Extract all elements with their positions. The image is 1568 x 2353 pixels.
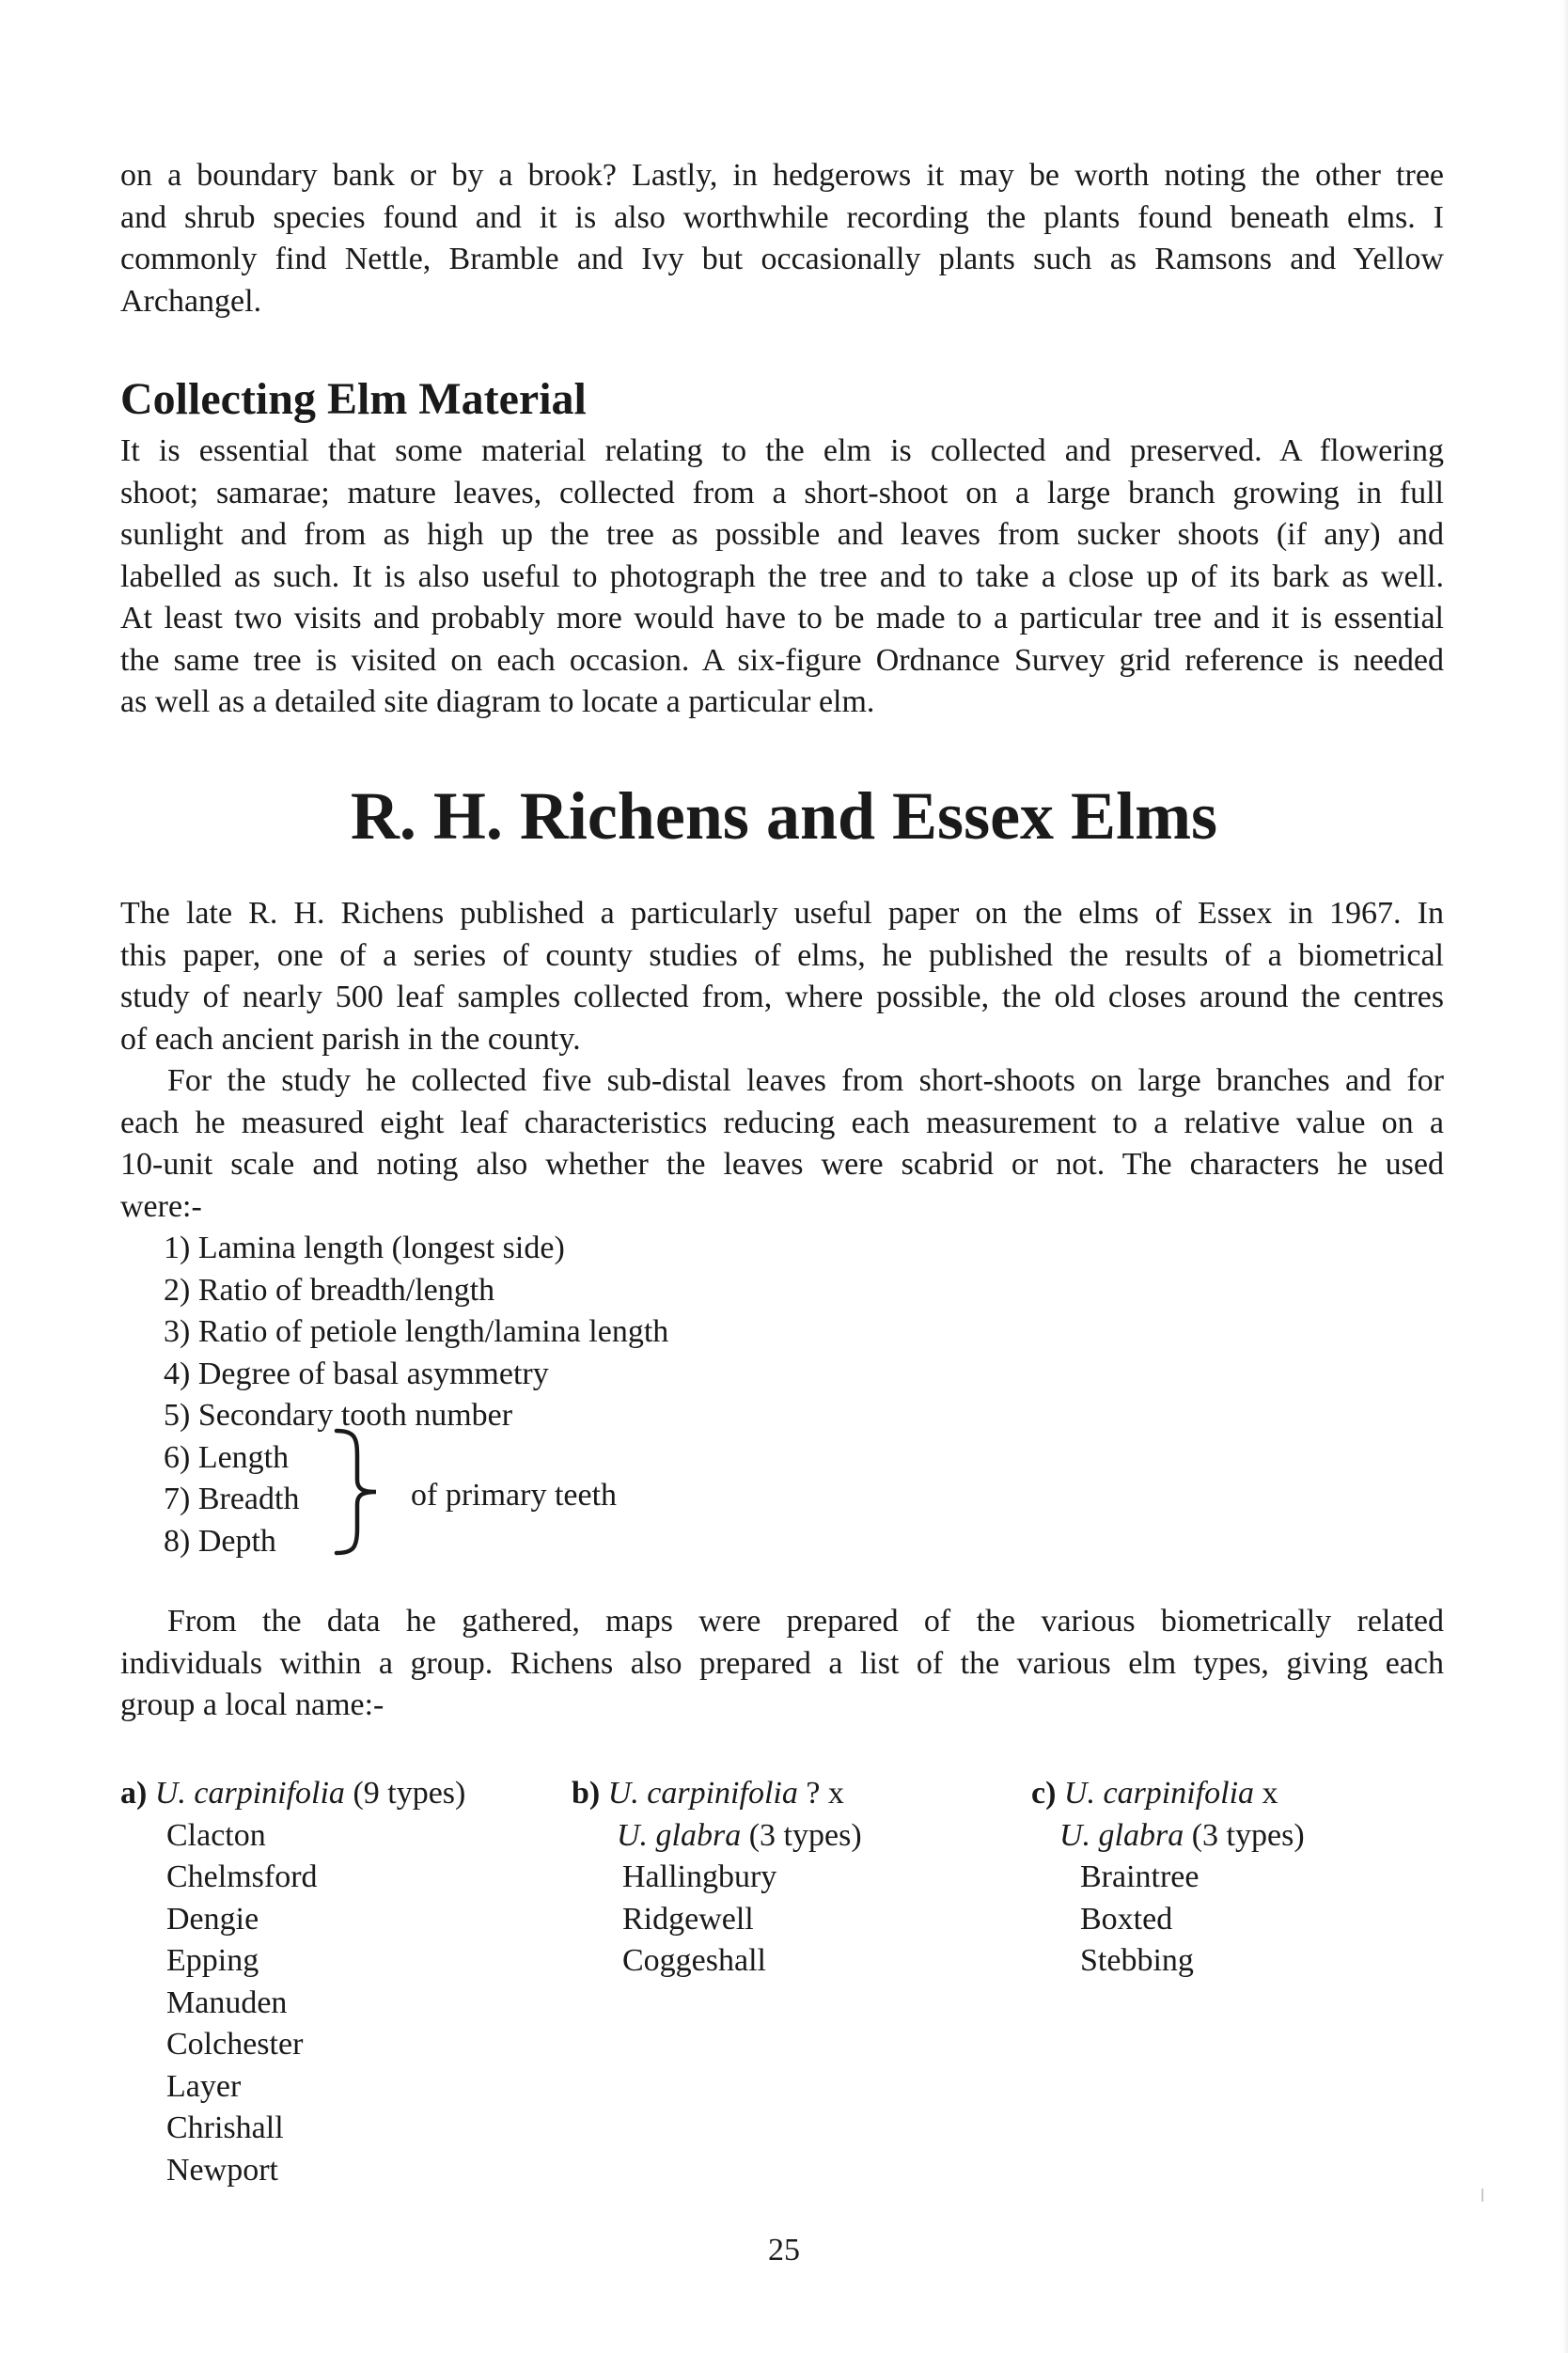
group-key: b)	[572, 1776, 601, 1811]
list-item: Boxted	[1080, 1901, 1173, 1937]
list-item: 6) Length	[164, 1439, 290, 1475]
elm-group-c	[1031, 1773, 1305, 1983]
chapter-title: R. H. Richens and Essex Elms	[350, 778, 1218, 854]
list-item: 7) Breadth	[164, 1482, 300, 1516]
list-item: 5) Secondary tooth number	[164, 1398, 513, 1433]
list-item: Braintree	[1080, 1859, 1200, 1894]
list-item: 8) Depth	[164, 1523, 276, 1559]
group-header-line-2	[1031, 1815, 1305, 1858]
list-item: Chelmsford	[166, 1859, 318, 1894]
list-item: Layer	[166, 2068, 242, 2104]
intro-line: and shrub species found and it is also worthwhile recording the plants found beneath elms. I	[120, 199, 1444, 235]
section-heading: Collecting Elm Material	[120, 374, 587, 424]
paragraph-line: each he measured eight leaf characteristics reducing each measurement to a relative value on a	[120, 1105, 1444, 1140]
species-name: U. carpinifolia	[154, 1776, 345, 1811]
collecting-line: labelled as such. It is also useful to photograph the tree and to take a close up of its bark as well.	[120, 558, 1444, 594]
species-name: U. carpinifolia	[1063, 1776, 1255, 1811]
group-header	[572, 1773, 862, 1815]
collecting-line: the same tree is visited on each occasion. A six-figure Ordnance Survey grid reference is needed	[120, 642, 1444, 678]
species-name: U. carpinifolia	[607, 1776, 798, 1811]
richens-paragraph-1	[120, 893, 1444, 1060]
page-edge-shadow	[1562, 0, 1568, 2353]
list-item: Coggeshall	[622, 1943, 766, 1978]
collecting-line: At least two visits and probably more would have to be made to a particular tree and it is essential	[120, 601, 1444, 635]
collecting-line: shoot; samarae; mature leaves, collected from a short-shoot on a large branch growing in full	[120, 475, 1444, 510]
group-header	[120, 1773, 465, 1815]
curly-brace-icon	[329, 1425, 385, 1559]
group-key: c)	[1031, 1776, 1057, 1811]
list-item: Hallingbury	[622, 1859, 777, 1894]
intro-paragraph	[120, 155, 1444, 322]
paragraph-line: group a local name:-	[120, 1687, 384, 1722]
paragraph-line: individuals within a group. Richens also prepared a list of the various elm types, giving each	[120, 1645, 1444, 1681]
collecting-line: sunlight and from as high up the tree as possible and leaves from sucker shoots (if any) and	[120, 517, 1444, 552]
paragraph-line: For the study he collected five sub-distal leaves from short-shoots on large branches and for	[167, 1063, 1444, 1098]
group-key: a)	[120, 1776, 148, 1811]
species-name: U. glabra	[1059, 1817, 1184, 1853]
intro-line: on a boundary bank or by a brook? Lastly, in hedgerows it may be worth noting the other tree	[120, 158, 1444, 193]
collecting-line: as well as a detailed site diagram to locate a particular elm.	[120, 684, 875, 719]
type-count: (3 types)	[748, 1817, 862, 1853]
list-item: Manuden	[166, 1984, 288, 2020]
scan-speck	[1482, 2188, 1483, 2202]
cross-sign: x	[1262, 1776, 1278, 1811]
paragraph-line: 10-unit scale and noting also whether the leaves were scabrid or not. The characters he used	[120, 1147, 1444, 1182]
paragraph-line: The late R. H. Richens published a particularly useful paper on the elms of Essex in 1967. In	[120, 896, 1444, 931]
page-number: 25	[768, 2233, 800, 2267]
collecting-line: It is essential that some material relating to the elm is collected and preserved. A flowering	[120, 433, 1444, 468]
list-item: Newport	[166, 2152, 278, 2188]
intro-line: Archangel.	[120, 283, 262, 319]
paragraph-line: of each ancient parish in the county.	[120, 1021, 581, 1057]
list-item: Chrishall	[166, 2110, 284, 2145]
list-item: Clacton	[166, 1817, 266, 1853]
list-item: Ridgewell	[622, 1901, 754, 1937]
paragraph-line: were:-	[120, 1188, 202, 1224]
list-item: 1) Lamina length (longest side)	[164, 1231, 565, 1265]
brace-label: of primary teeth	[411, 1478, 618, 1513]
group-header-line-2	[572, 1815, 862, 1858]
paragraph-line: this paper, one of a series of county studies of elms, he published the results of a biometrical	[120, 937, 1444, 973]
type-count: (3 types)	[1191, 1817, 1305, 1853]
group-header	[1031, 1773, 1305, 1815]
richens-paragraph-3	[120, 1601, 1444, 1727]
richens-paragraph-2	[120, 1060, 1444, 1228]
list-item: 3) Ratio of petiole length/lamina length	[164, 1314, 669, 1349]
list-item: Epping	[166, 1943, 259, 1978]
list-item: 4) Degree of basal asymmetry	[164, 1356, 549, 1391]
elm-group-b	[572, 1773, 862, 1983]
list-item: Dengie	[166, 1901, 259, 1937]
list-item: Colchester	[166, 2027, 304, 2062]
paragraph-line: From the data he gathered, maps were prepared of the various biometrically related	[167, 1604, 1444, 1639]
cross-sign: ? x	[806, 1776, 844, 1811]
species-name: U. glabra	[617, 1817, 742, 1853]
list-item: 2) Ratio of breadth/length	[164, 1272, 495, 1308]
paragraph-line: study of nearly 500 leaf samples collected from, where possible, the old closes around the centres	[120, 980, 1444, 1014]
list-item: Stebbing	[1080, 1943, 1194, 1978]
collecting-paragraph	[120, 431, 1444, 724]
type-count: (9 types)	[353, 1776, 466, 1811]
elm-group-a	[120, 1773, 465, 2191]
intro-line: commonly find Nettle, Bramble and Ivy but occasionally plants such as Ramsons and Yellow	[120, 242, 1444, 276]
